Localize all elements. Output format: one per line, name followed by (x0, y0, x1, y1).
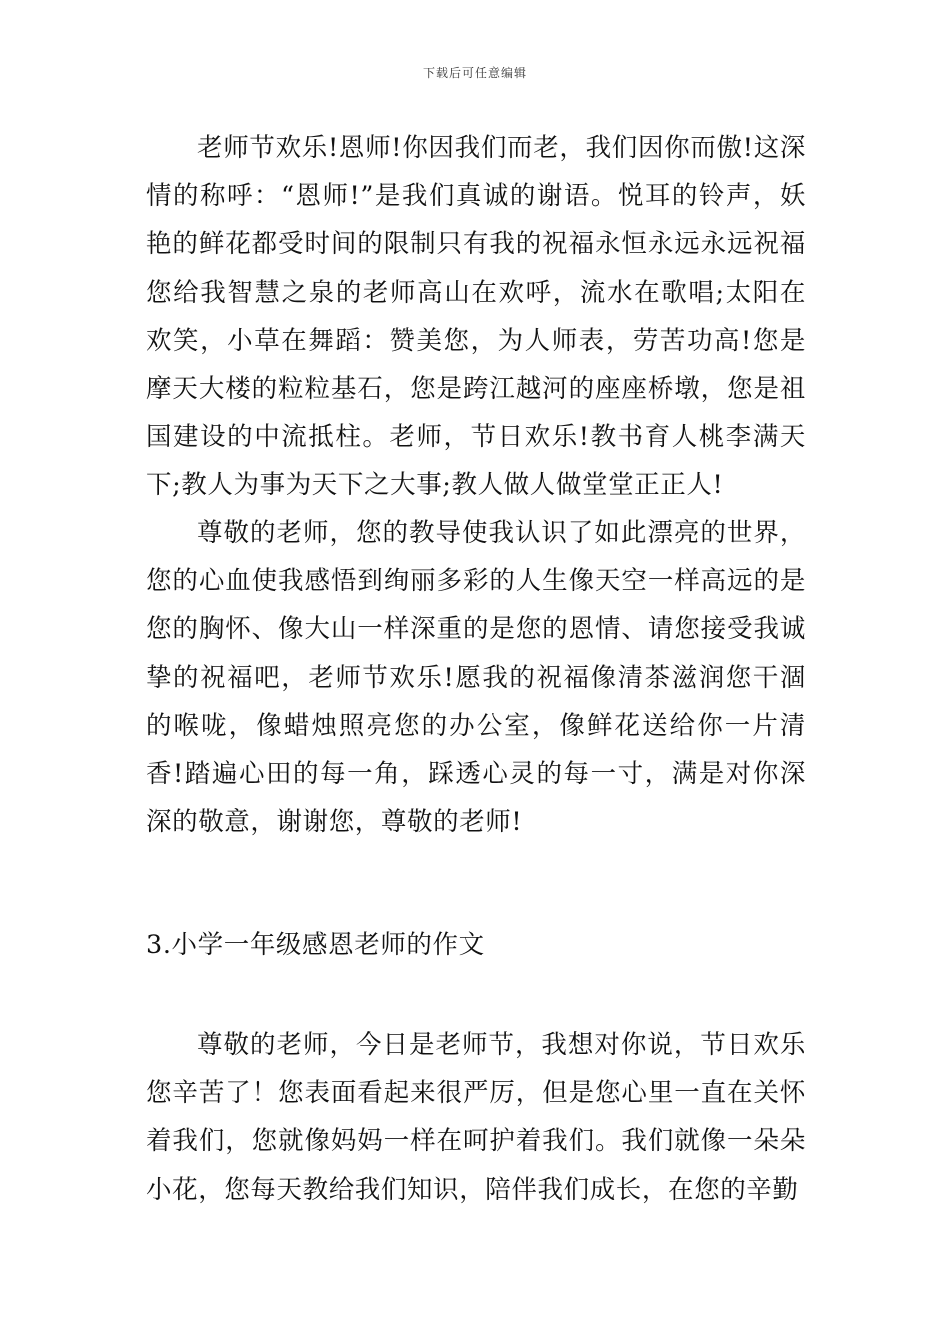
paragraph-1: 老师节欢乐!恩师!你因我们而老，我们因你而傲!这深情的称呼：“恩师!”是我们真诚的谢语。悦耳的铃声，妖艳的鲜花都受时间的限制只有我的祝福永恒永远永远祝福您给我智慧之泉的老师高山在欢呼，流水在歌唱;太阳在欢笑，小草在舞蹈：赞美您，为人师表，劳苦功高!您是摩天大楼的粒粒基石，您是跨江越河的座座桥墩，您是祖国建设的中流抵柱。老师，节日欢乐!教书育人桃李满天下;教人为事为天下之大事;教人做人做堂堂正正人! (146, 133, 806, 501)
paragraph-2: 尊敬的老师，您的教导使我认识了如此漂亮的世界，您的心血使我感悟到绚丽多彩的人生像天空一样高远的是您的胸怀、像大山一样深重的是您的恩情、请您接受我诚挚的祝福吧，老师节欢乐!愿我的祝福像清茶滋润您干涸的喉咙，像蜡烛照亮您的办公室，像鲜花送给你一片清香!踏遍心田的每一角，踩透心灵的每一寸，满是对你深深的敬意，谢谢您，尊敬的老师! (146, 518, 806, 838)
paragraph-block-2 (146, 509, 806, 846)
paragraph-block-1 (146, 124, 806, 510)
page-header-note: 下载后可任意编辑 (422, 66, 527, 80)
section-heading: 3.小学一年级感恩老师的作文 (146, 930, 485, 960)
paragraph-block-3 (146, 1021, 806, 1214)
section-paragraph: 尊敬的老师，今日是老师节，我想对你说，节日欢乐您辛苦了！您表面看起来很严厉，但是您心里一直在关怀着我们，您就像妈妈一样在呵护着我们。我们就像一朵朵小花，您每天教给我们知识，陪伴我们成长，在您的辛勤 (146, 1030, 806, 1205)
